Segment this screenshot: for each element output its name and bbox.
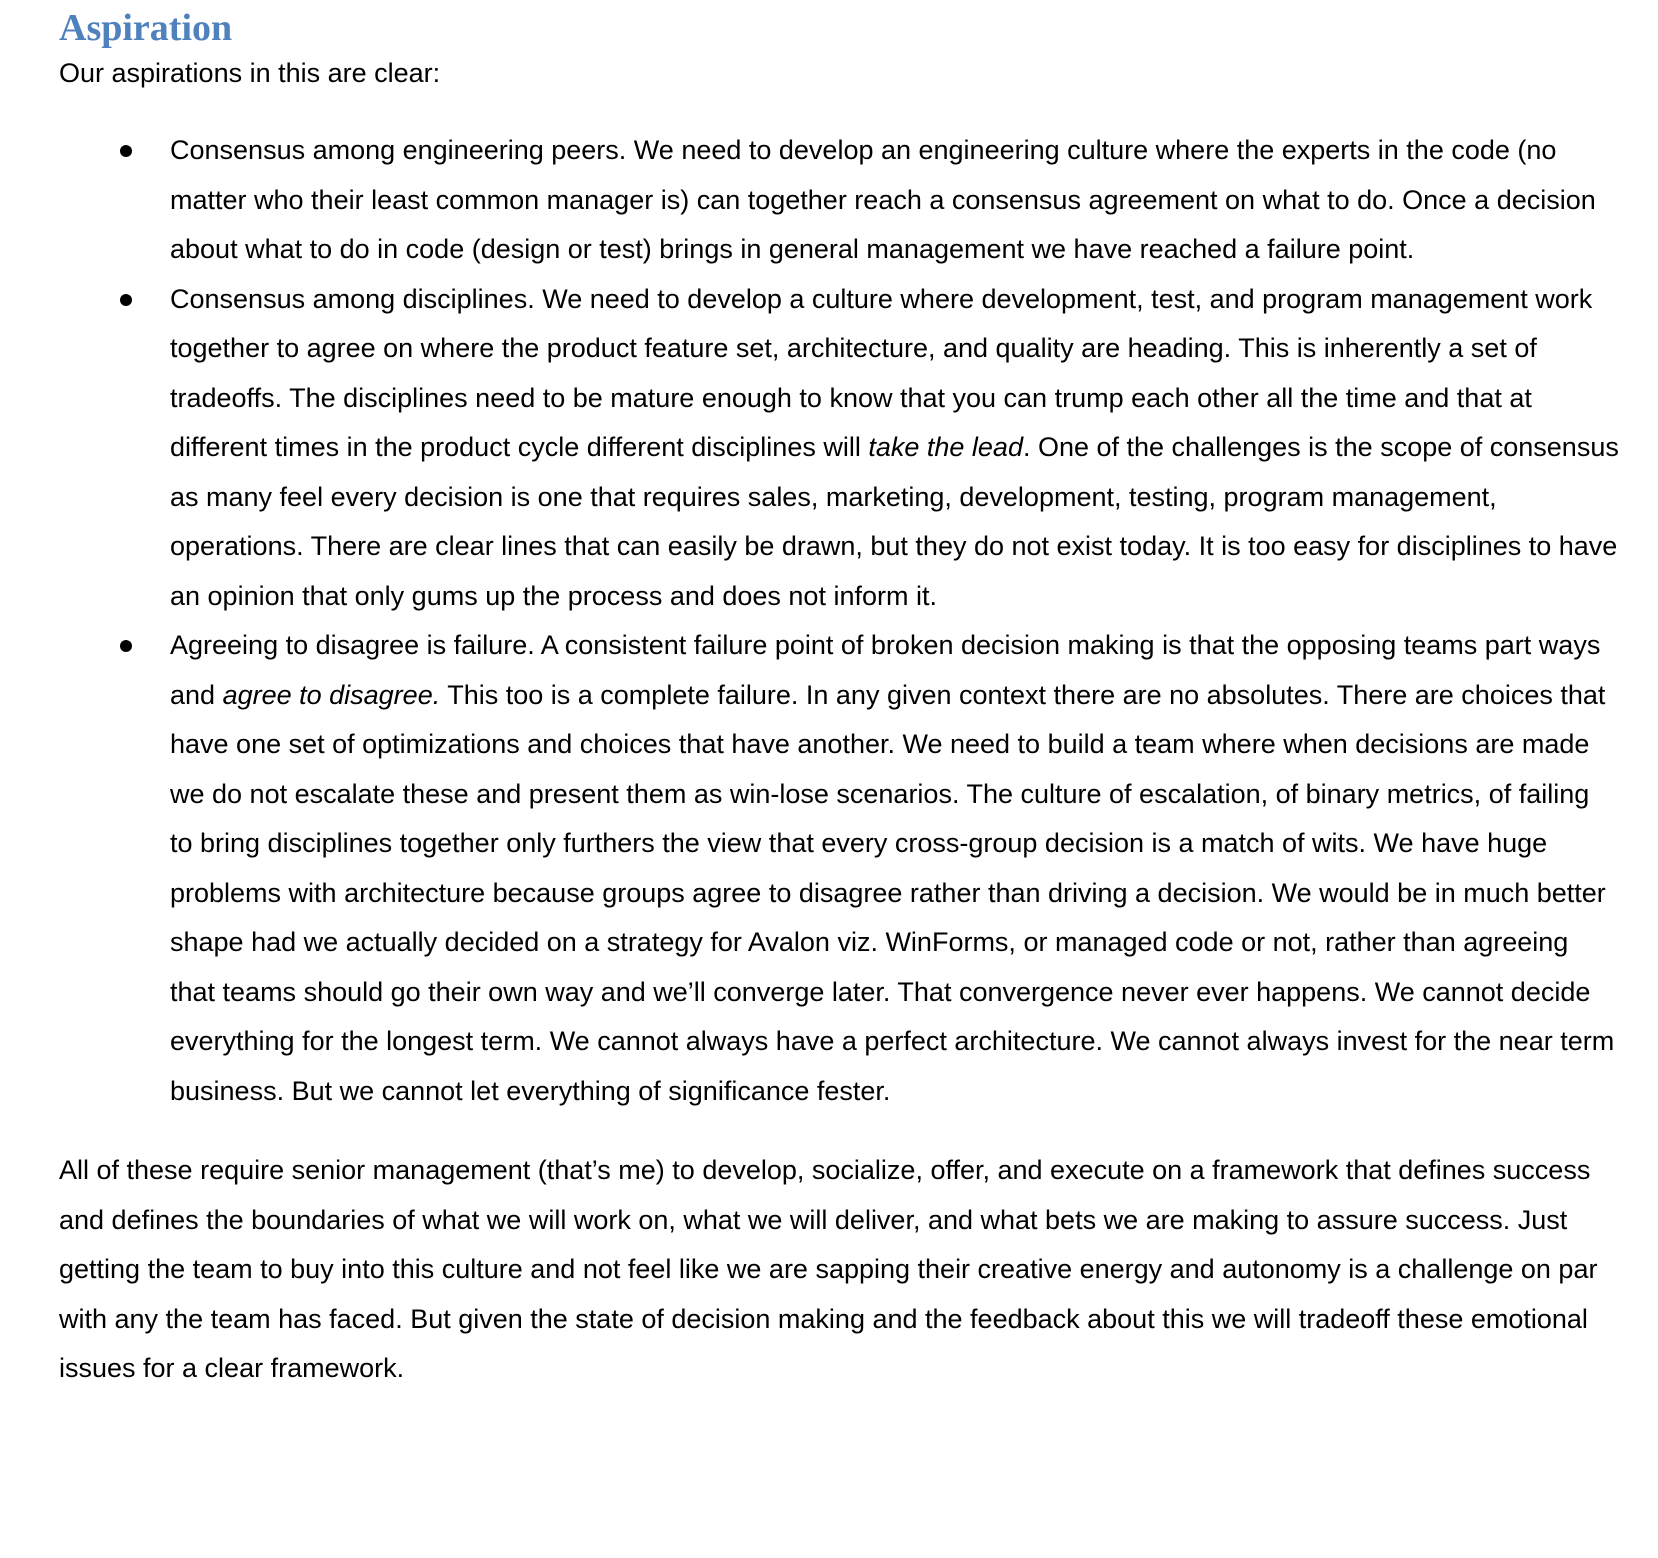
closing-paragraph: All of these require senior management (that’s me) to develop, socialize, offer, and execute on a framework that defines success and defines the boundaries of what we will work on, what we will deliver, and what bets we are making to assure success. Just getting the team to buy into this culture and not feel like we are sapping their creative energy and autonomy is a challenge on par with any the team has faced. But given the state of decision making and the feedback about this we will tradeoff these emotional issues for a clear framework.: [59, 1155, 1598, 1383]
bullet-text-part: . One of the challenges is the scope of consensus as many feel every decision is one that requires sales, marketing, development, testing, program management, operations. There are clear lines that can easily be drawn, but they do not exist today. It is too easy for disciplines to have an opinion that only gums up the process and does not inform it.: [170, 432, 1619, 611]
section-heading: Aspiration: [59, 7, 233, 49]
bullet-icon: [120, 640, 132, 652]
intro-paragraph: Our aspirations in this are clear:: [59, 58, 441, 88]
bullet-emphasis: agree to disagree.: [222, 679, 441, 710]
bullet-icon: [120, 145, 132, 157]
bullet-text-part: Consensus among disciplines. We need to develop a culture where development, test, and program management work together to agree on where the product feature set, architecture, and quality are heading. This is inherently a set of tradeoffs. The disciplines need to be mature enough to know that you can trump each other all the time and that at different times in the product cycle different disciplines will: [170, 283, 1593, 462]
bullet-list: [59, 126, 1619, 1116]
bullet-emphasis: take the lead: [868, 432, 1023, 462]
document-page: [59, 0, 1619, 1394]
list-item: [59, 126, 1619, 275]
list-item: [59, 275, 1619, 622]
bullet-icon: [120, 294, 132, 306]
bullet-text-part: This too is a complete failure. In any given context there are no absolutes. There are choices that have one set of optimizations and choices that have another. We need to build a team where when decisions are made we do not escalate these and present them as win-lose scenarios. The culture of escalation, of binary metrics, of failing to bring disciplines together only furthers the view that every cross-group decision is a match of wits. We have huge problems with architecture because groups agree to disagree rather than driving a decision. We would be in much better shape had we actually decided on a strategy for Avalon viz. WinForms, or managed code or not, rather than agreeing that teams should go their own way and we’ll converge later. That convergence never ever happens. We cannot decide everything for the longest term. We cannot always have a perfect architecture. We cannot always invest for the near term business. But we cannot let everything of significance fester.: [170, 679, 1615, 1106]
bullet-text-part: Agreeing to disagree is failure. A consistent failure point of broken decision making is that the opposing teams part ways and: [170, 630, 1601, 710]
list-item: [59, 621, 1619, 1116]
bullet-text: Consensus among engineering peers. We need to develop an engineering culture where the experts in the code (no matter who their least common manager is) can together reach a consensus agreement on what to do. Once a decision about what to do in code (design or test) brings in general management we have reached a failure point.: [170, 135, 1596, 264]
